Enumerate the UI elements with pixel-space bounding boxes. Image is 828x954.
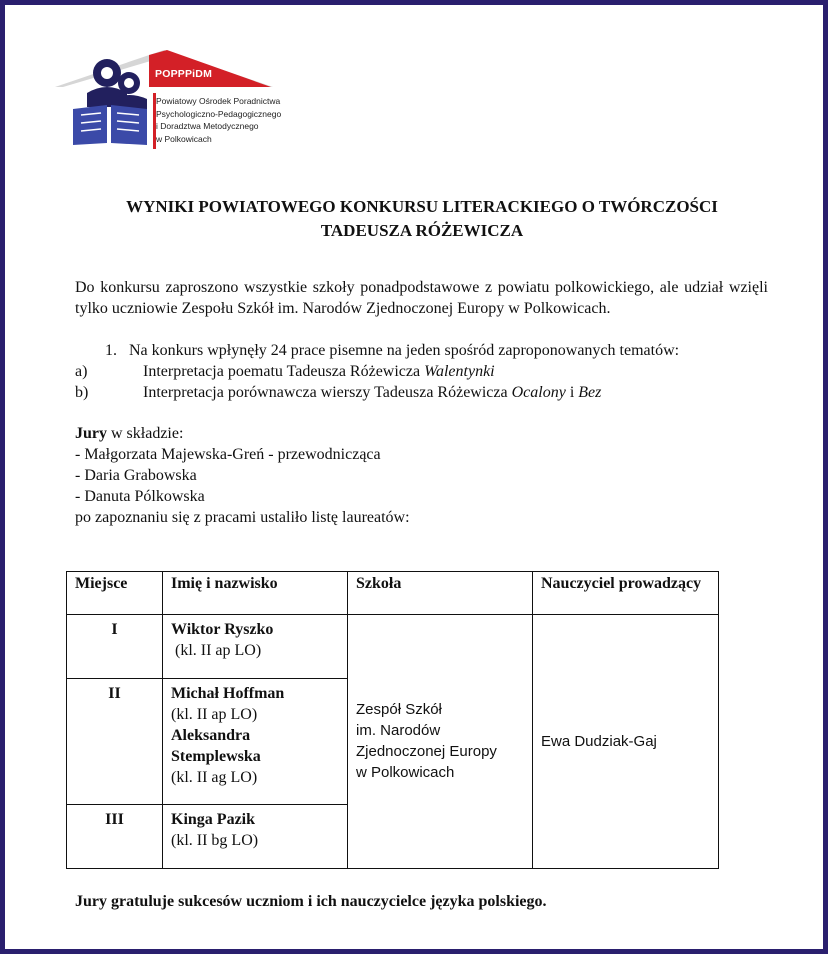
school-line: w Polkowicach — [356, 764, 455, 781]
logo-line: i Doradztwa Metodycznego — [156, 121, 259, 131]
jury-member: - Małgorzata Majewska-Greń - przewodnicząca — [75, 446, 381, 463]
logo-badge: POPPPiDM — [155, 68, 213, 80]
student-class: (kl. II ag LO) — [171, 769, 258, 786]
place-cell: III — [67, 805, 163, 869]
student-name: Wiktor Ryszko — [171, 621, 274, 638]
header-name: Imię i nazwisko — [163, 572, 348, 615]
jury-section — [75, 423, 775, 528]
topic-title: Walentynki — [424, 363, 495, 380]
closing-note: Jury gratuluje sukcesów uczniom i ich nauczycielce języka polskiego. — [75, 893, 547, 910]
topic-b — [75, 382, 775, 403]
header-place: Miejsce — [67, 572, 163, 615]
topics-list — [75, 340, 775, 403]
title-line-2: TADEUSZA RÓŻEWICZA — [320, 221, 524, 240]
topic-a — [75, 361, 775, 382]
student-class: (kl. II ap LO) — [171, 706, 258, 723]
logo-line: Psychologiczno-Pedagogicznego — [156, 108, 282, 119]
jury-after: po zapoznaniu się z pracami ustaliło listę laureatów: — [75, 509, 410, 526]
jury-heading — [75, 423, 775, 444]
topic-joiner: i — [565, 384, 579, 401]
jury-label: Jury — [75, 425, 107, 442]
point-text: Na konkurs wpłynęły 24 prace pisemne na jeden spośród zaproponowanych tematów: — [129, 342, 680, 359]
student-name: Aleksandra Stemplewska — [171, 727, 261, 765]
topic-title: Ocalony — [511, 384, 566, 401]
topic-text-plain: Interpretacja poematu Tadeusza Różewicza — [143, 363, 425, 380]
topic-label: b) — [75, 384, 89, 401]
logo-line: Powiatowy Ośrodek Poradnictwa — [156, 96, 281, 106]
topic-title-2: Bez — [578, 384, 602, 401]
topic-text-plain: Interpretacja porównawcza wierszy Tadeusza Różewicza — [143, 384, 512, 401]
jury-member: - Daria Grabowska — [75, 467, 197, 484]
place-cell: II — [67, 679, 163, 805]
intro-paragraph: Do konkursu zaproszono wszystkie szkoły ponadpodstawowe z powiatu polkowickiego, ale udział wzięli tylko uczniowie Zespołu Szkół im. Narodów Zjednoczonej Europy w Polkowicach. — [75, 279, 768, 317]
logo-text — [156, 95, 281, 145]
topic-text — [143, 361, 495, 382]
school-line: Zespół Szkół — [356, 701, 442, 718]
topic-label: a) — [75, 363, 88, 380]
title-line-1: WYNIKI POWIATOWEGO KONKURSU LITERACKIEGO O TWÓRCZOŚCI — [126, 197, 718, 216]
table-header-row — [67, 572, 719, 615]
name-cell — [163, 805, 348, 869]
student-name: Kinga Pazik — [171, 811, 256, 828]
point-1 — [75, 340, 775, 361]
school-cell — [348, 615, 533, 869]
jury-label-rest: w składzie: — [107, 425, 184, 442]
topic-text — [143, 382, 601, 403]
header-school: Szkoła — [348, 572, 533, 615]
logo-line: w Polkowicach — [156, 133, 212, 144]
table-row — [67, 615, 719, 679]
page-title — [65, 195, 779, 243]
place-cell: I — [67, 615, 163, 679]
student-class: (kl. II ap LO) — [171, 642, 262, 659]
point-number: 1. — [105, 342, 117, 359]
teacher-cell: Ewa Dudziak-Gaj — [533, 615, 719, 869]
header-teacher: Nauczyciel prowadzący — [533, 572, 719, 615]
jury-member: - Danuta Pólkowska — [75, 488, 205, 505]
school-line: im. Narodów — [356, 722, 441, 739]
name-cell — [163, 679, 348, 805]
student-name: Michał Hoffman — [171, 685, 285, 702]
name-cell — [163, 615, 348, 679]
school-line: Zjednoczonej Europy — [356, 743, 497, 760]
results-table — [66, 571, 719, 869]
student-class: (kl. II bg LO) — [171, 832, 259, 849]
